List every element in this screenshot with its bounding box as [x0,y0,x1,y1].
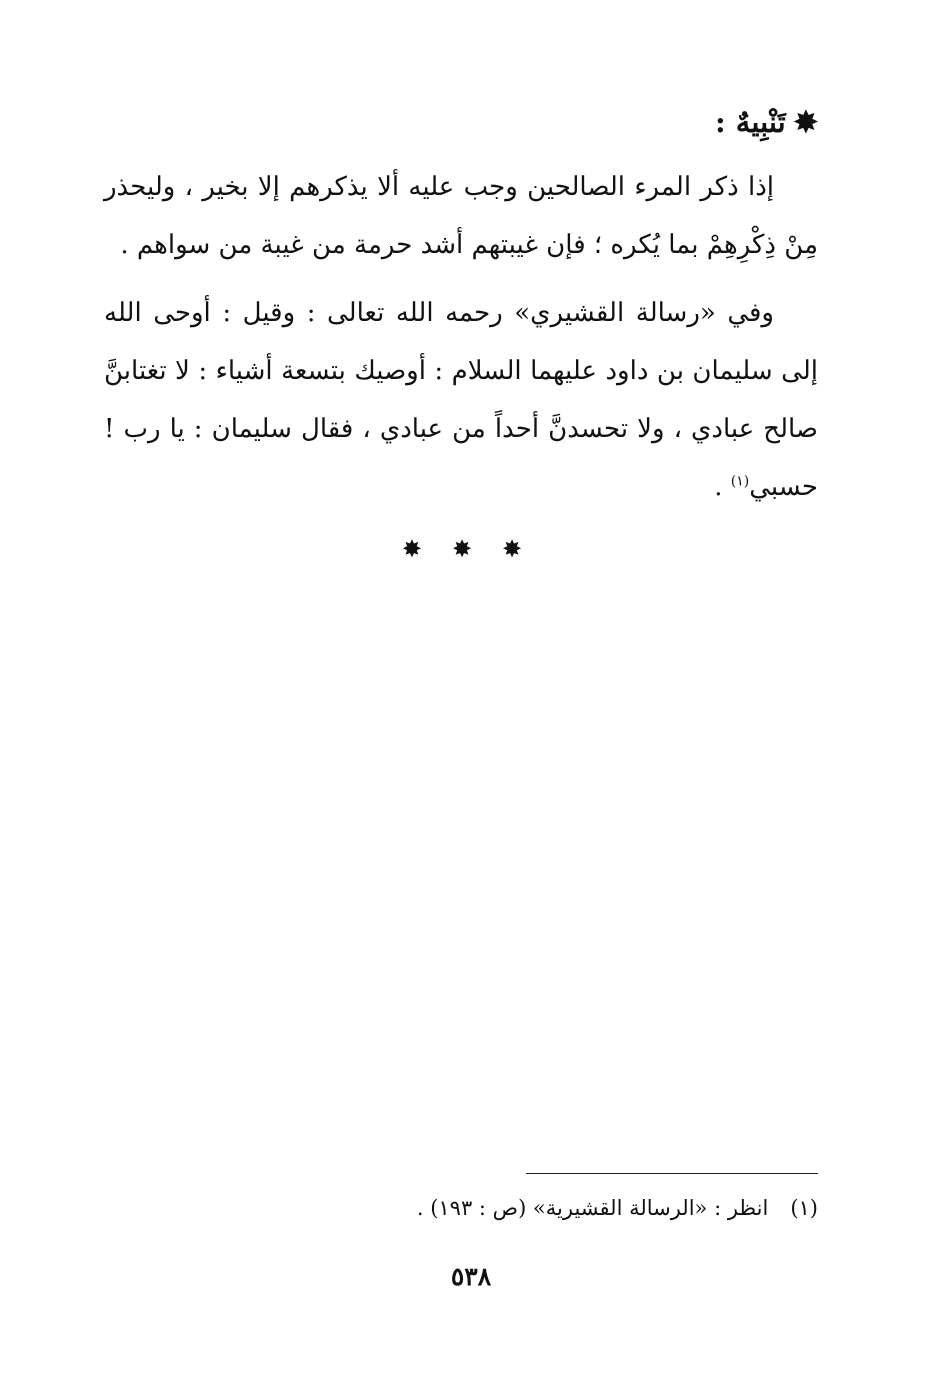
footnote-reference[interactable]: (١) [730,473,750,490]
paragraph-2-text: وفي «رسالة القشيري» رحمه الله تعالى : وقيل : أوحى الله إلى سليمان بن داود عليهما السلام : أوصيك بتسعة أشياء : لا تغتابنَّ صالح عبادي ، ولا تحسدنَّ أحداً من عبادي ، فقال سليمان : يا رب ! حسبي [104,298,818,502]
separator-star-icon: ✸ [502,535,541,563]
paragraph-1-text: إذا ذكر المرء الصالحين وجب عليه ألا يذكرهم إلا بخير ، وليحذر مِنْ ذِكْرِهِمْ بما يُكره ؛ فإن غيبتهم أشد حرمة من غيبة من سواهم . [104,172,818,260]
paragraph-1 [104,158,818,274]
section-separator [0,535,942,563]
footnote [417,1188,818,1228]
footnote-divider [526,1173,818,1174]
star-icon: ✸ [793,105,818,139]
footnote-number: (١) [790,1196,818,1220]
separator-star-icon: ✸ [451,535,491,563]
section-heading [715,96,818,148]
footnote-text: انظر : «الرسالة القشيرية» (ص : ١٩٣) . [416,1196,769,1220]
paragraph-2-end: . [714,472,731,502]
separator-star-icon: ✸ [401,535,440,563]
heading-text: تَنْبِيهٌ : [715,105,786,139]
page-number: ٥٣٨ [450,1262,492,1291]
main-text [104,158,818,526]
paragraph-2 [104,284,818,516]
